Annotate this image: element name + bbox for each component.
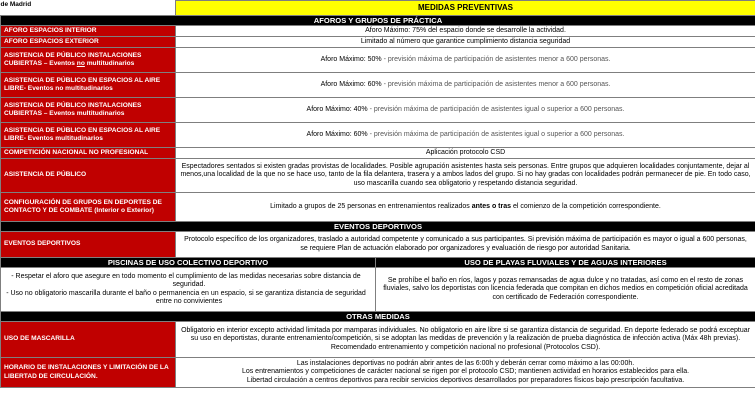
table-row bbox=[1, 26, 755, 37]
corner-label: de Madrid bbox=[0, 0, 32, 8]
table-row bbox=[1, 232, 755, 258]
table-title: MEDIDAS PREVENTIVAS bbox=[176, 1, 755, 16]
row-value: Aforo Máximo: 60% - previsión máxima de participación de asistentes igual o superior a 600 personas. bbox=[176, 123, 755, 148]
row-label: ASISTENCIA DE PÚBLICO bbox=[1, 159, 176, 193]
row-label: COMPETICIÓN NACIONAL NO PROFESIONAL bbox=[1, 148, 176, 159]
row-value: Limitado a grupos de 25 personas en entrenamientos realizados antes o tras el comienzo de la competición correspondiente. bbox=[176, 193, 755, 222]
row-label: ASISTENCIA DE PÚBLICO EN ESPACIOS AL AIRE LIBRE- Eventos no multitudinarios bbox=[1, 73, 176, 98]
section-header-otras: OTRAS MEDIDAS bbox=[1, 312, 755, 322]
row-label: EVENTOS DEPORTIVOS bbox=[1, 232, 176, 258]
table-row bbox=[1, 358, 755, 388]
playas-text: Se prohíbe el baño en ríos, lagos y pozas remansadas de agua dulce y no tratadas, así como en el resto de zonas fluviales, salvo los deportistas con licencia federada que compitan en dichos medios en competición oficial acreditada con certificado de Federación correspondiente. bbox=[376, 268, 755, 312]
table-row bbox=[1, 159, 755, 193]
section-header-playas: USO DE PLAYAS FLUVIALES Y DE AGUAS INTERIORES bbox=[376, 258, 755, 268]
row-value: Aforo Máximo: 75% del espacio donde se desarrolle la actividad. bbox=[176, 26, 755, 37]
table-row bbox=[1, 98, 755, 123]
row-label: USO DE MASCARILLA bbox=[1, 322, 176, 358]
table-row bbox=[1, 37, 755, 48]
table-row bbox=[1, 322, 755, 358]
table-row bbox=[1, 268, 755, 312]
row-label: ASISTENCIA DE PÚBLICO INSTALACIONES CUBIERTAS – Eventos multitudinarios bbox=[1, 98, 176, 123]
table-row bbox=[1, 48, 755, 73]
row-value: Aplicación protocolo CSD bbox=[176, 148, 755, 159]
row-value: Aforo Máximo: 50% - previsión máxima de participación de asistentes menor a 600 personas. bbox=[176, 48, 755, 73]
piscinas-list bbox=[1, 268, 376, 312]
table-row bbox=[1, 148, 755, 159]
row-value: Obligatorio en interior excepto actividad limitada por mamparas individuales. No obligatorio en aire libre si se garantiza distancia de seguridad. En deporte federado se podrá exceptuar su uso en deportistas, durante entrenamiento/competición, si se adoptan las medidas de prevención y la realización de prueba diagnóstica de infección activa (Máx 48h previas). Recomendado entrenamiento y competición nacional no profesional (Protocolos CSD). bbox=[176, 322, 755, 358]
row-label: ASISTENCIA DE PÚBLICO EN ESPACIOS AL AIRE LIBRE- Eventos multitudinarios bbox=[1, 123, 176, 148]
row-label: AFORO ESPACIOS INTERIOR bbox=[1, 26, 176, 37]
section-header-eventos: EVENTOS DEPORTIVOS bbox=[1, 222, 755, 232]
table-row bbox=[1, 193, 755, 222]
section-header-piscinas: PISCINAS DE USO COLECTIVO DEPORTIVO bbox=[1, 258, 376, 268]
row-value: Las instalaciones deportivas no podrán abrir antes de las 6:00h y deberán cerrar como máximo a las 00:00h. Los entrenamientos y competiciones de carácter nacional se rigen por el protocolo CSD; mantienen actividad en horarios establecidos para ella. Libertad circulación a centros deportivos para recibir servicios deportivos desarrollados por preparadores físicos bajo prescripción facultativa. bbox=[176, 358, 755, 388]
section-header-aforos: AFOROS Y GRUPOS DE PRÁCTICA bbox=[1, 16, 755, 26]
table-row bbox=[1, 73, 755, 98]
list-item: - Uso no obligatorio mascarilla durante el baño o permanencia en un espacio, si se garantiza distancia de seguridad entre no convivientes bbox=[6, 289, 366, 305]
list-item: - Respetar el aforo que asegure en todo momento el cumplimiento de las medidas necesarias sobre distancia de seguridad. bbox=[11, 273, 361, 289]
row-label: HORARIO DE INSTALACIONES Y LIMITACIÓN DE LA LIBERTAD DE CIRCULACIÓN. bbox=[1, 358, 176, 388]
row-value: Espectadores sentados si existen gradas provistas de localidades. Posible agrupación asistentes hasta seis personas. Entre grupos que adquieren localidades conjuntamente, dejar al menos,una localidad de la que no se hace uso, tanto de la fila delantera, trasera y a ambos lados del grupo. Si no hay gradas con localidades podrán permanecer de pie. En todo caso, uso mascarilla cuando sea obligatorio y respetando distancia seguridad. bbox=[176, 159, 755, 193]
row-value: Limitado al número que garantice cumplimiento distancia seguridad bbox=[176, 37, 755, 48]
row-value: Aforo Máximo: 40% - previsión máxima de participación de asistentes igual o superior a 600 personas. bbox=[176, 98, 755, 123]
table-row bbox=[1, 123, 755, 148]
row-value: Protocolo específico de los organizadores, traslado a autoridad competente y comunicado a sus participantes. Si previsión máxima de participación es mayor o igual a 600 personas, se requiere Plan de actuación elaborado por organizadores y evaluación de riesgo por autoridad Sanitaria. bbox=[176, 232, 755, 258]
row-label: ASISTENCIA DE PÚBLICO INSTALACIONES CUBIERTAS – Eventos no multitudinarios bbox=[1, 48, 176, 73]
row-label: AFORO ESPACIOS EXTERIOR bbox=[1, 37, 176, 48]
row-value: Aforo Máximo: 60% - previsión máxima de participación de asistentes menor a 600 personas. bbox=[176, 73, 755, 98]
row-label: CONFIGURACIÓN DE GRUPOS EN DEPORTES DE CONTACTO Y DE COMBATE (Interior o Exterior) bbox=[1, 193, 176, 222]
